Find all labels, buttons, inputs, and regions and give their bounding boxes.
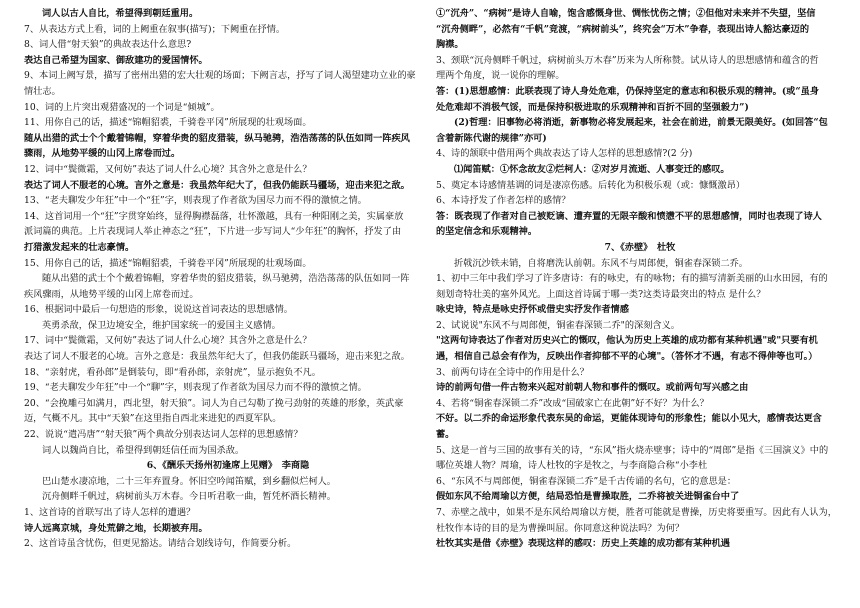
right-text-line: “沉舟侧畔”，必然有“千帆”竞渡，“病树前头”，终究会“万木”争春，表现出诗人豁达豪迈的: [436, 23, 810, 35]
right-text-line: 折戟沉沙铁未销，自将磨洗认前朝。东风不与周郎便，铜雀春深锁二乔。: [454, 257, 748, 269]
right-text-line: 3、前两句诗在全诗中的作用是什么？: [436, 366, 589, 378]
right-text-line: 7、赤壁之战中，如果不是东风给周瑜以方便，胜者可能就是曹操，历史将要重写。因此有人认为，: [436, 507, 837, 518]
left-text-line: 表达自己希望为国家、御敌建功的爱国情怀。: [24, 54, 208, 66]
left-text-line: 14、这首词用一个“狂”字贯穿始终，显得胸襟磊落，壮怀激越，具有一种阳刚之美，实属豪放: [24, 210, 404, 222]
left-text-line: 10、词的上片突出观猎盛况的一个词是“倾城”。: [24, 101, 220, 113]
left-text-line: 11、用你自己的话，描述“锦帽貂裘，千骑卷平冈”所展现的壮观场面。: [24, 117, 312, 129]
left-text-line: 19、“老夫聊发少年狂”中一个“聊”字，则表现了作者欲为国尽力而不得的激愤之情。: [24, 382, 367, 394]
right-text-line: 刻划奇特壮美的塞外风光。上面这首诗属于哪一类?这类诗最突出的特点 是什么？: [436, 288, 766, 300]
right-text-line: 的坚定信念和乐观精神。: [436, 226, 538, 238]
right-text-line: ①“沉舟”、“病树”是诗人自喻，饱含感慨身世、惆怅忧伤之情；②但他对未来并不失望，坚信: [436, 8, 816, 19]
right-text-line: ⑴闻笛赋：①怀念故友②烂柯人：②对岁月流逝、人事变迁的感叹。: [454, 163, 730, 175]
right-text-line: 4、若将“铜雀春深锁二乔”改成“国破家亡在此朝”好不好？为什么？: [436, 397, 709, 409]
right-text-line: 咏史诗，特点是咏史抒怀或借史实抒发作者情感: [436, 304, 629, 316]
right-text-line: 7、《赤壁》 杜牧: [604, 241, 676, 253]
left-text-line: 7、从表达方式上看，词的上阙重在叙事(描写)；下阙重在抒情。: [24, 23, 286, 35]
right-text-line: 不好。以二乔的命运形象代表东吴的命运，更能体现诗句的形象性；能以小见大，感情表达更含: [436, 413, 822, 425]
right-text-line: "这两句诗表达了作者对历史兴亡的慨叹，他认为历史上英雄的成功都有某种机遇"或"只要有机: [436, 335, 818, 347]
left-text-line: 6、《酬乐天扬州初逢席上见赠》 李商隐: [146, 460, 310, 472]
right-text-line: 杜牧作本诗的目的是为曹操叫屈。你同意这种说法吗？为何？: [436, 522, 685, 534]
left-text-line: 20、“会挽雕弓如满月，西北望，射天狼”。词人为自己勾勒了挽弓劲射的英雄的形象，英武豪: [24, 397, 404, 409]
right-text-line: 遇，相信自己总会有作为，反映出作者抑郁不平的心境"。（答怀才不遇，有志不得伸等也可。）: [436, 351, 818, 363]
left-text-line: 16、根据词中最后一句想造的形象，说说这首词表达的思想感情。: [24, 304, 293, 316]
right-text-line: 3、颈联“沉舟侧畔千帆过，病树前头万木春”历来为人所称赞。试从诗人的思想感情和蕴含的哲: [436, 54, 819, 66]
left-text-line: 词人以古人自比，希望得到朝廷重用。: [42, 8, 199, 19]
left-text-line: 12、词中“鬓微霜，又何妨”表达了词人什么心境？其含外之意是什么？: [24, 163, 312, 175]
left-text-line: 打猎激发起来的壮志豪情。: [24, 241, 135, 253]
left-text-line: 派词篇的典范。上片表现词人举止神态之“狂”，下片进一步写词人“少年狂”的胸怀，抒发了由: [24, 226, 402, 238]
right-text-line: 哪位英雄人物？周瑜，诗人杜牧的字是牧之，与李商隐合称“小李杜: [436, 460, 708, 472]
left-text-line: 词人以魏尚自比，希望得到朝廷信任而为国杀敌。: [42, 444, 245, 456]
right-text-line: 5、这是一首与三国的故事有关的诗，“东风”指火烧赤壁事；诗中的“周郎”是指《三国演义》中的: [436, 444, 829, 456]
right-text-line: 答：既表现了作者对自己被贬谪、遭弃置的无限辛酸和愤懑不平的思想感情，同时也表现了诗人: [436, 210, 822, 222]
left-text-line: 沉舟侧畔千帆过，病树前头万木春。今日听君歌一曲，暂凭杯酒长精神。: [42, 491, 336, 503]
left-text-line: 2、这首诗虽含忧伤，但更见豁达。请结合划线诗句，作简要分析。: [24, 538, 297, 550]
left-column: [24, 6, 432, 552]
right-text-line: 答：(1)思想感情：此联表现了诗人身处危难，仍保持坚定的意志和积极乐观的精神。(或“虽身: [436, 85, 820, 97]
left-text-line: 诗人远离京城，身处荒僻之地，长期被弃用。: [24, 522, 208, 534]
right-column: [436, 6, 844, 552]
left-text-line: 15、用你自己的话，描述“锦帽貂裘，千骑卷平冈”所展现的壮观场面。: [24, 257, 312, 269]
right-text-line: 2、试说说"东风不与周郎便，铜雀春深锁二乔"的深刻含义。: [436, 319, 680, 331]
left-text-line: 骤雨，从地势平缓的山冈上席卷而过。: [24, 148, 181, 160]
left-text-line: 迈，气概不凡。其中“天狼”在这里指自西北来进犯的西夏军队。: [24, 413, 282, 425]
left-text-line: 18、“亲射虎，看孙郎”是倒装句，即“看孙郎，亲射虎”，显示抱负不凡。: [24, 366, 321, 378]
left-text-line: 1、这首诗的首联写出了诗人怎样的遭遇？: [24, 507, 196, 518]
right-text-line: 蓄。: [436, 429, 455, 441]
right-text-line: 1、初中三年中我们学习了许多唐诗：有的咏史，有的咏物；有的描写清新美丽的山水田园，有的: [436, 273, 828, 285]
left-text-line: 随从出猎的武士个个戴着锦帽，穿着华贵的貂皮猎装，纵马驰骋，浩浩荡荡的队伍如同一阵疾风: [24, 132, 410, 144]
right-text-line: 假如东风不给周瑜以方便，结局恐怕是曹操取胜，二乔将被关进铜雀台中了: [436, 491, 740, 503]
right-text-line: 杜牧其实是借《赤壁》表现这样的感叹：历史上英雄的成功都有某种机遇: [436, 538, 730, 550]
right-text-line: 处危难却不消极气馁，而是保持积极进取的乐观精神和百折不回的坚强毅力”): [436, 101, 749, 113]
left-text-line: 8、词人借“射天狼”的典故表达什么意思?: [24, 39, 192, 51]
right-text-line: 理两个角度，说一说你的理解。: [436, 70, 565, 82]
left-text-line: 17、词中“鬓微霜，又何妨”表达了词人什么心境？其含外之意是什么？: [24, 335, 312, 347]
left-text-line: 9、本词上阙写景，描写了密州出猎的宏大壮观的场面；下阙言志，抒写了词人渴望建功立业的豪: [24, 70, 416, 82]
right-text-line: 6、本诗抒发了作者怎样的感情？: [436, 195, 571, 207]
left-text-line: 表达了词人不服老的心境。言外之意是：我虽然年纪大了，但我仍能跃马疆场，迎击来犯之敌。: [24, 351, 410, 363]
right-text-line: (2)哲理：旧事物必将消逝，新事物必将发展起来，社会在前进，前景无限美好。(如回答“包: [454, 117, 828, 129]
left-text-line: 13、“老夫聊发少年狂”中一个“狂”字，则表现了作者欲为国尽力而不得的激愤之情。: [24, 195, 367, 207]
right-text-line: 6、“东风不与周郎便，铜雀春深锁二乔”是千古传诵的名句，它的意思是：: [436, 475, 737, 487]
left-text-line: 疾风骤雨，从地势平缓的山冈上席卷而过。: [24, 288, 199, 300]
left-text-line: 情壮志。: [24, 85, 61, 97]
right-text-line: 含着新陈代谢的规律”亦可): [436, 132, 547, 144]
left-text-line: 22、说说“遣冯唐”“射天狼”两个典故分别表达词人怎样的思想感情？: [24, 429, 303, 441]
left-text-line: 英勇杀敌，保卫边境安全，维护国家统一的爱国主义感情。: [42, 319, 281, 331]
left-text-line: 表达了词人不服老的心境。言外之意是：我虽然年纪大了，但我仍能跃马疆场，迎击来犯之敌。: [24, 179, 410, 191]
left-text-line: 巴山楚水凄凉地，二十三年弃置身。怀旧空吟闻笛赋，到乡翻似烂柯人。: [42, 475, 336, 487]
right-text-line: 5、奠定本诗感情基调的词是凄凉伤感。后转化为积极乐观（或：慷慨激昂）: [436, 179, 746, 191]
right-text-line: 4、诗的颔联中借用两个典故表达了诗人怎样的思想感情?(2 分): [436, 148, 693, 160]
right-text-line: 诗的前两句借一件古物来兴起对前朝人物和事件的慨叹。或前两句写兴感之由: [436, 382, 749, 394]
left-text-line: 随从出猎的武士个个戴着锦帽，穿着华贵的貂皮猎装，纵马驰骋，浩浩荡荡的队伍如同一阵: [42, 273, 410, 285]
right-text-line: 胸襟。: [436, 39, 464, 51]
